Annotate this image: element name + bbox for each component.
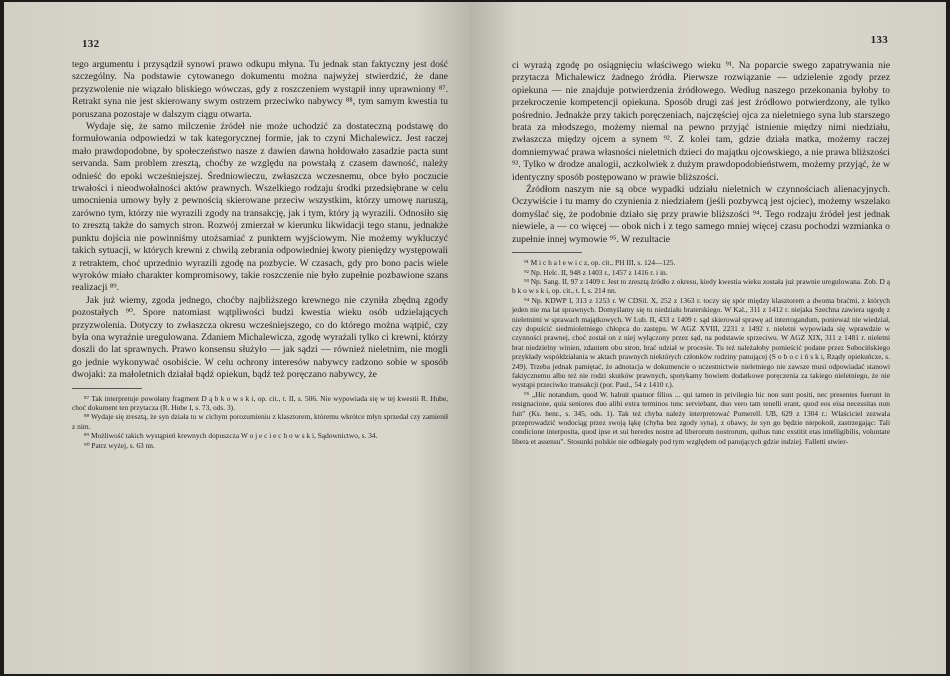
footnote: ⁸⁹ Możliwość takich wystąpień krewnych dopuszcza W o j e c i e c h o w s k i, Sądownictwo, s. 34.: [84, 431, 378, 441]
paragraph: Źródłom naszym nie są obce wypadki udziału nieletnich w czynnościach alienacyjnych. Oczywiście i tu mamy do czynienia z niedziałem (jeśli pozbywcą jest ojciec), możemy wszelako domyślać się, że podobnie działo się przy prawie bliższości ⁹⁴. Tego rodzaju źródeł jest jednak niewiele, a — co więcej — obok nich i z tego samego mniej więcej czasu pochodzi wzmianka o zupełnie innej wymowie ⁹⁵. W rezultacie: [512, 184, 890, 245]
right-page: [470, 2, 946, 674]
main-text: [72, 59, 448, 382]
page-number: 133: [870, 34, 888, 46]
footnote-rule: [72, 388, 142, 389]
footnotes: [72, 394, 448, 450]
book-spread: [4, 2, 946, 674]
paragraph: ci wyrażą zgodę po osiągnięciu właściwego wieku ⁹¹. Na poparcie swego zapatrywania nie przytacza Michalewicz żadnego źródła. Pierwsze rozwiązanie — udzielenie zgody przez opiekuna — nie znajduje potwierdzenia źródłowego. Według naszego przekonania byłoby to przekroczenie kompetencji opiekuna. Sposób drugi zaś jest źródłowo potwierdzony, ale tylko pośrednio. Jednakże przy takich poręczeniach, najczęściej ojca za nieletniego syna lub starszego brata za młodszego, możemy niemal na pewno przyjąć istnienie między nimi niedziału, zwłaszcza między ojcem a synem ⁹². Z kolei tam, gdzie działa matka, możemy raczej domniemywać prawa własności nieletnich dzieci do majątku ojcowskiego, a nie prawa bliższości ⁹³. Tylko w drodze analogii, aczkolwiek z dużym prawdopodobieństwem, możemy przyjąć, że w identyczny sposób postępowano w prawie bliższości.: [512, 60, 890, 183]
paragraph: tego argumentu i przysądził synowi prawo odkupu młyna. Tu jednak stan faktyczny jest dość szczególny. Na podstawie cytowanego dokumentu można najwyżej stwierdzić, że dane przyzwolenie nie wiązało bliskiego wówczas, gdy z roszczeniem wystąpił inny uprawniony ⁸⁷. Retrakt syna nie jest skierowany swym ostrzem przeciwko nabywcy ⁸⁸, tym samym kwestia tu poruszana pozostaje w dalszym ciągu otwarta.: [72, 59, 448, 120]
paragraph: Jak już wiemy, zgoda jednego, choćby najbliższego krewnego nie czyniła zbędną zgody pozostałych ⁹⁰. Spore natomiast wątpliwości budzi kwestia wieku osób udzielających przyzwolenia. Dotyczy to zwłaszcza okresu wcześniejszego, co do którego można wątpić, czy była ona wyraźnie uregulowana. Zdaniem Michalewicza, zgodę wyrażali tylko ci krewni, którzy doszli do lat sprawnych. Prawo konsensu służyło — jak sądzi — również nieletnim, nie mogli go jednie wykonywać osobiście. W celu ochrony interesów nabywcy radzono sobie w sposób dwojaki: za małoletnich działał bądź opiekun, bądź też poręczano nabywcy, że: [72, 294, 448, 381]
main-text: [512, 60, 890, 246]
left-page: [4, 2, 470, 674]
footnote: ⁹⁵ „Hic notandum, quod W. habuit quatuor filios ... qui tamen in privilegio hic non sunt positi, nec presentes fuerunt in resignacione, quia seniores duo alibi extra terminos tunc serviebant, duo vero tam tenelli erant, quod eos eisa necessitas non fuit" (Ks. henr., s. 345, ods. 1). Tak też chyba należy interpretować Pomerell. UB, 629 z 1304 r.: Właściciel zezwala przeprowadzić wodociąg przez swoją łąkę (chyba bez zgody syna), z obawy, że syn go będzie niepokoił, zastrzegając: Tali condicione interposita, quod ipse et sui heredes nostre ad liberorum nostrorum, quibus tunc exstitit etas intelligibilis, voluntate libera et assensu". Stosunki polskie nie odbiegały pod tym względem od panujących gdzie indziej. Falletti stwier-: [512, 389, 890, 446]
footnote-rule: [512, 252, 582, 253]
footnotes: [512, 258, 890, 446]
footnote: ⁸⁷ Tak interpretuje powołany fragment D ą b k o w s k i, op. cit., t. II, s. 506. Nie wypowiada się w tej kwestii R. Hube, choć dokument ten przytacza (R. Hube I, s. 73, ods. 3).: [72, 393, 448, 412]
footnote: ⁹³ Np. Sang. II, 97 z 1409 r. Jest to zresztą źródło z okresu, kiedy kwestia wieku została już prawnie uregulowana. Zob. D ą b k o w s k i, op. cit., t. I, s. 214 nn.: [512, 276, 890, 296]
page-number: 132: [82, 38, 100, 50]
footnote: ⁹² Np. Helc. II, 948 z 1403 r., 1457 z 1416 r. i in.: [524, 267, 668, 277]
footnote: ⁹⁰ Patrz wyżej, s. 63 nn.: [84, 440, 155, 450]
footnote: ⁹⁴ Np. KDWP I, 313 z 1253 r. W CDSil. X, 252 z 1363 r. toczy się spór między klasztorem a dwoma braćmi, z których jeden nie ma lat sprawnych. Domyślamy się tu niedziału braterskiego. W Kal., 311 z 1412 r. niejaka Szechna zawiera ugodę z nieletnimi w sprawach majątkowych. W Lub. II, 433 z 1409 r. sąd skierował sprawę ad interrogandum, ponieważ nie wiedział, czy dopuścić siedmioletniego chłopca do zastępu. W AGZ XVIII, 2231 z 1492 r. nieletni wypowiada się wprawdzie w czynności prawnej, choć został on z niej wyłączony przez sąd, na podstawie sprzeciwu. W AGZ XIX, 311 z 1481 r. nieletni brat niedzielny winien, zdaniem obu stron, brać udział w procesie. Tu też należałoby pomieścić podane przez Sobocińskiego przykłady współdziałania w aktach prawnych niektórych członków rodziny panującej (S o b o c i ń s k i, Rządy opiekuńcze, s. 249). Trzeba jednak pamiętać, że adnotacja w dokumencie o uczestnictwie nieletniego nie zawsze musi odpowiadać stanowi faktycznemu albo też nie rodzi skutków prawnych, spotykamy bowiem dodatkowe poręczenia za takiego nieletniego, że nie wystąpi przeciwko transakcji (por. Paul., 54 z 1410 r.).: [512, 295, 890, 390]
footnote: ⁸⁸ Wydaje się zresztą, że syn działa tu w cichym porozumieniu z klasztorem, któremu wkrótce młyn sprzedał czy zamienił z nim.: [72, 412, 448, 431]
footnote: ⁹¹ M i c h a l e w i c z, op. cit., PH III, s. 124—125.: [524, 258, 676, 268]
paragraph: Wydaje się, że samo milczenie źródeł nie może uchodzić za dostateczną podstawę do formułowania odpowiedzi w tak kategorycznej formie, jak to czyni Michalewicz. Jest raczej mało prawdopodobne, by społeczeństwo nasze z dawien dawna hołdowało zasadzie pacta sunt servanda. Sam problem zresztą, choćby ze względu na powstałą z czasem dawność, należy odnieść do epoki wcześniejszej. Średniowieczu, zwłaszcza wczesnemu, obce było poczucie trwałości i nieodwołalności aktów prawnych. Wszelkiego rodzaju środki przedsiębrane w celu umocnienia umowy były z pewnością skierowane przeciw wszystkim, którzy umowę naruszą, zarówno tym, którzy nie wyrazili zgody na transakcję, jak i tym, który ją wyrazili. Odnosiło się to zresztą także do samych stron. Rozwój zmierzał w kierunku likwidacji tego stanu, jednakże punktu dojścia nie powinniśmy utożsamiać z punktem wyjściowym. Nie możemy wykluczyć takich sytuacji, w których krewni z chwilą zebrania odpowiedniej kwoty pieniędzy występowali z retraktem, choć uprzednio wyrazili zgodę na pozbycie. W czasach, gdy pro bono pacis wiele wyroków miało charakter kompromisowy, takie roszczenie nie było zupełnie pozbawione szans realizacji ⁸⁹.: [72, 121, 448, 294]
